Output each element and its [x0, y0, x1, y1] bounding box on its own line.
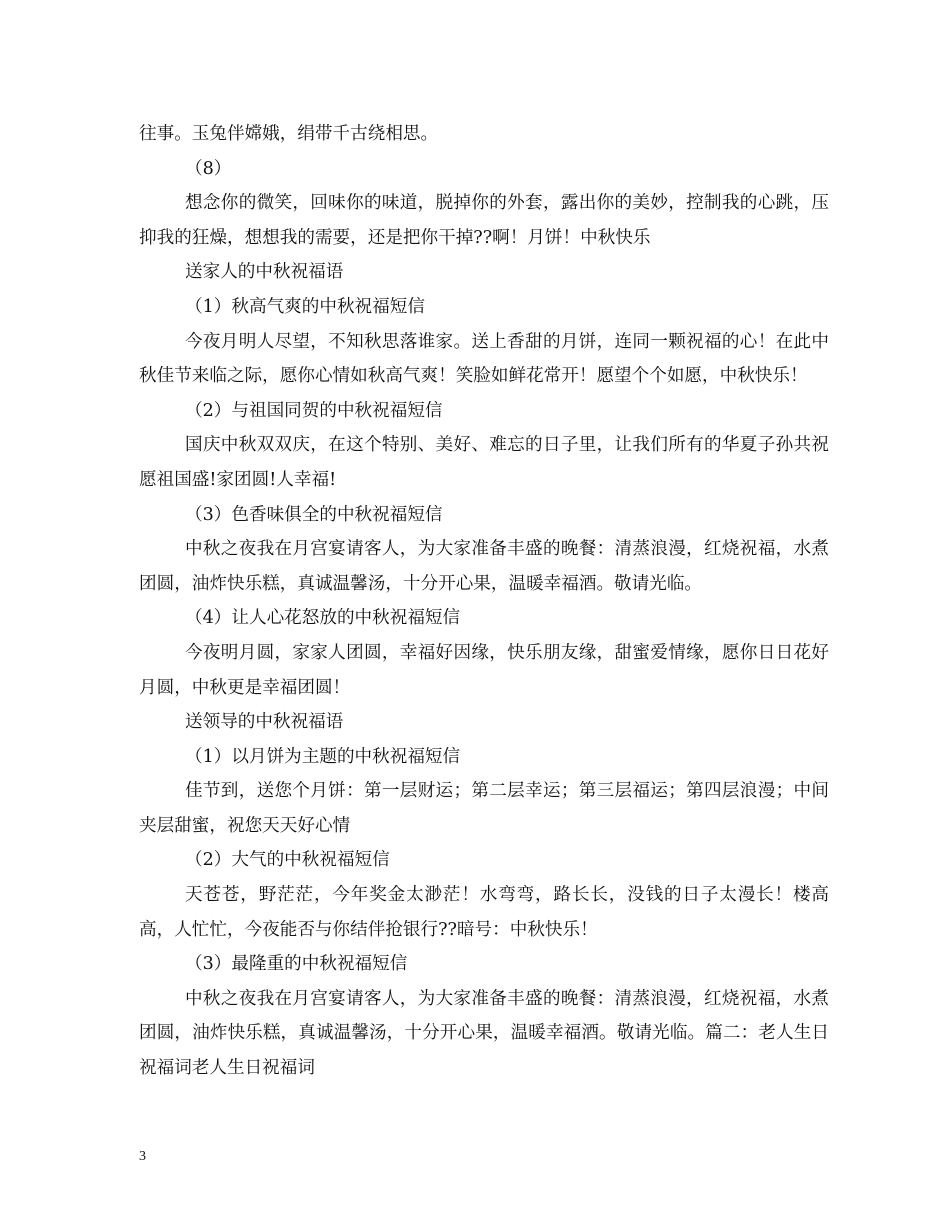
- subsection-heading: （4）让人心花怒放的中秋祝福短信: [185, 608, 461, 629]
- paragraph: 往事。玉兔伴嫦娥，绢带千古绕相思。: [139, 124, 439, 144]
- paragraph: 想念你的微笑，回味你的味道，脱掉你的外套，露出你的美妙，控制我的心跳，压抑我的狂燥，想想我的需要，还是把你干掉??啊！月饼！中秋快乐: [139, 193, 829, 248]
- paragraph: 佳节到，送您个月饼：第一层财运；第二层幸运；第三层福运；第四层浪漫；中间夹层甜蜜，祝您天天好心情: [139, 781, 829, 836]
- paragraph: 今夜明月圆，家家人团圆，幸福好因缘，快乐朋友缘，甜蜜爱情缘，愿你日日花好月圆，中秋更是幸福团圆！: [139, 642, 829, 698]
- subsection-heading: （1）秋高气爽的中秋祝福短信: [185, 296, 425, 317]
- section-heading: 送家人的中秋祝福语: [185, 262, 344, 283]
- paragraph: 中秋之夜我在月宫宴请客人，为大家准备丰盛的晚餐：清蒸浪漫，红烧祝福，水煮团圆，油炸快乐糕，真诚温馨汤，十分开心果，温暖幸福酒。敬请光临。篇二：老人生日祝福词老人生日祝福词: [139, 988, 829, 1079]
- paragraph: 今夜月明人尽望，不知秋思落谁家。送上香甜的月饼，连同一颗祝福的心！在此中秋佳节来临之际，愿你心情如秋高气爽！笑脸如鲜花常开！愿望个个如愿，中秋快乐！: [139, 331, 829, 387]
- subsection-heading: （2）大气的中秋祝福短信: [185, 850, 390, 871]
- paragraph: 天苍苍，野茫茫，今年奖金太渺茫！水弯弯，路长长，没钱的日子太漫长！楼高高，人忙忙，今夜能否与你结伴抢银行??暗号：中秋快乐！: [139, 885, 829, 940]
- subsection-heading: （3）最隆重的中秋祝福短信: [185, 954, 408, 975]
- paragraph: 中秋之夜我在月宫宴请客人，为大家准备丰盛的晚餐：清蒸浪漫，红烧祝福，水煮团圆，油炸快乐糕，真诚温馨汤，十分开心果，温暖幸福酒。敬请光临。: [139, 539, 829, 594]
- section-heading: 送领导的中秋祝福语: [185, 712, 344, 733]
- subsection-heading: （2）与祖国同贺的中秋祝福短信: [185, 400, 443, 421]
- section-number: （8）: [185, 158, 232, 179]
- subsection-heading: （3）色香味俱全的中秋祝福短信: [185, 504, 443, 525]
- paragraph: 国庆中秋双双庆，在这个特别、美好、难忘的日子里，让我们所有的华夏子孙共祝愿祖国盛!家团圆!人幸福!: [139, 435, 829, 490]
- document-body: [139, 117, 829, 1086]
- subsection-heading: （1）以月饼为主题的中秋祝福短信: [185, 746, 461, 767]
- page-number: 3: [139, 1149, 146, 1164]
